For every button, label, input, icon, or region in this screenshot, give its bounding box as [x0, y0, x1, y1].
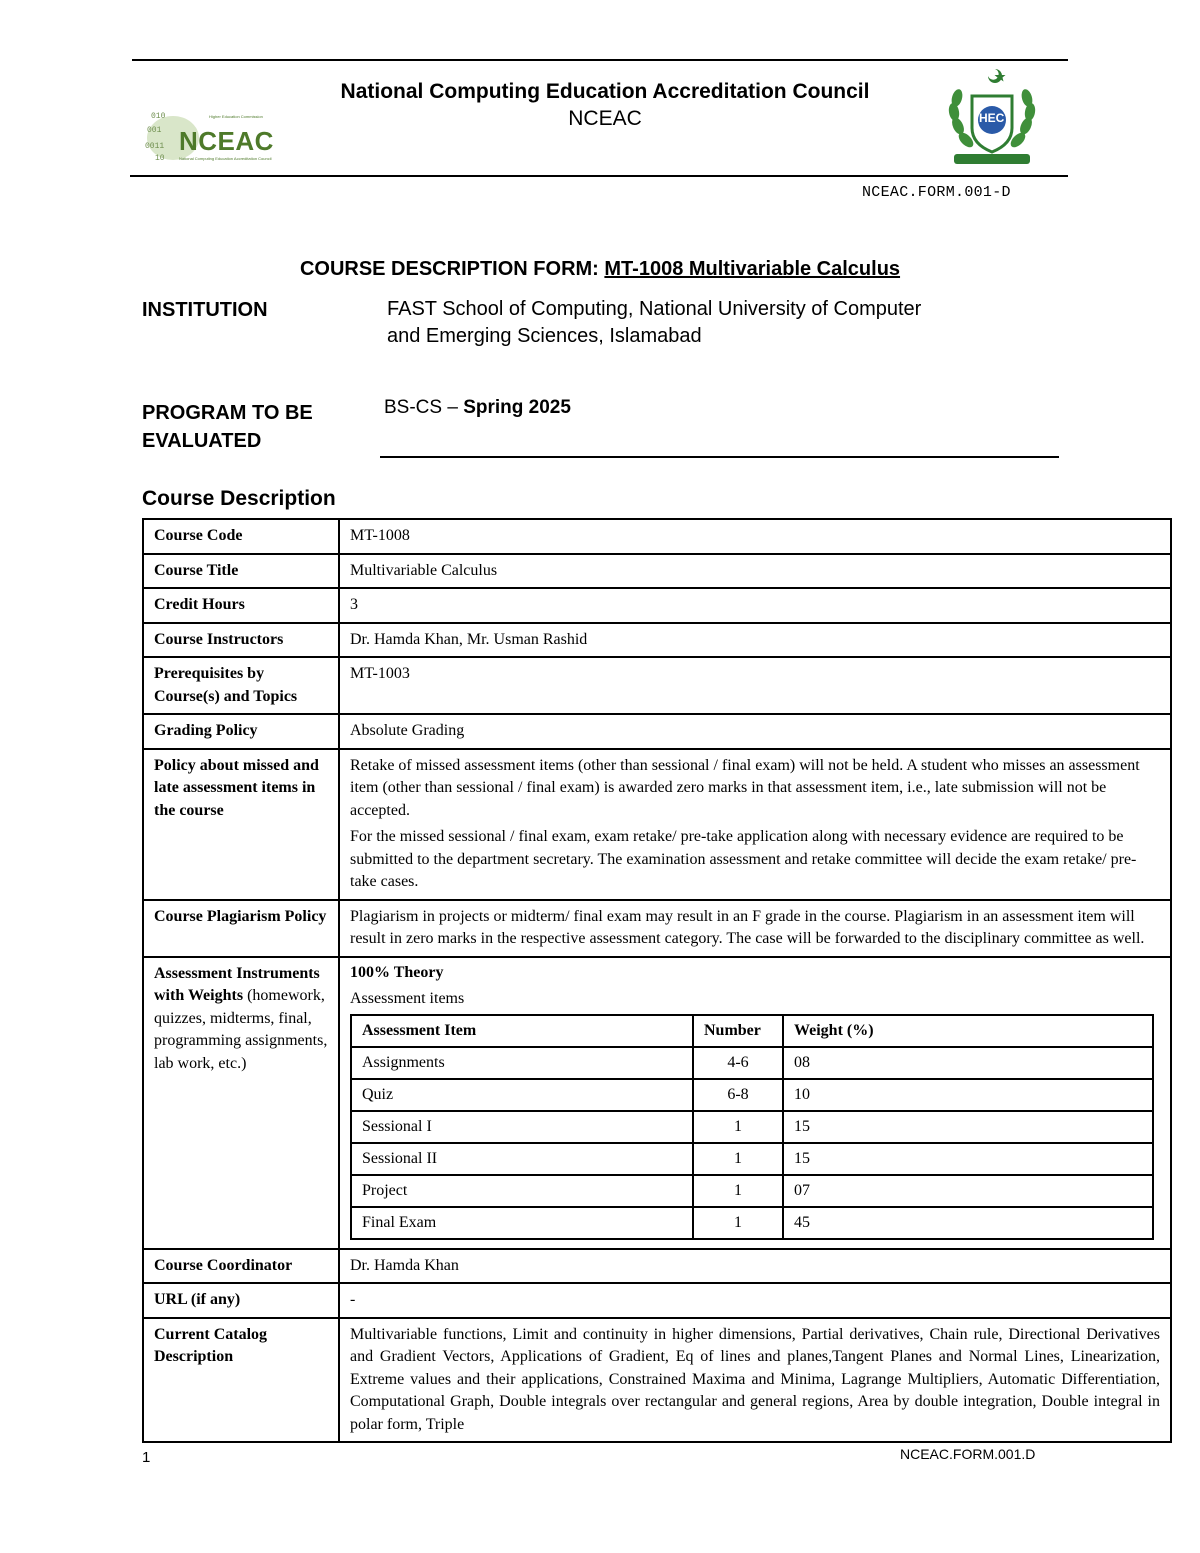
assessment-value: [339, 957, 1171, 1249]
catalog-description-value: Multivariable functions, Limit and continuity in higher dimensions, Partial derivatives, Chain rule, Directional Derivatives and Gradient Vectors, Applications of Gradient, Eq of lines and planes,Tangent Planes and Normal Lines, Linearization, Extreme values and their applications, Constrained Maxima and Minima, Lagrange Multipliers, Automatic Differentiation, Computational Graph, Double integrals over rectangular and general regions, Area by double integration, Double integral in polar form, Triple: [339, 1318, 1171, 1443]
program-label-line2: EVALUATED: [142, 430, 262, 452]
course-code-value: MT-1008: [339, 519, 1171, 554]
grading-policy-value: Absolute Grading: [339, 714, 1171, 749]
grading-policy-label: Grading Policy: [143, 714, 339, 749]
table-row: [143, 623, 1171, 658]
table-row: [143, 1249, 1171, 1284]
svg-text:001: 001: [147, 126, 162, 135]
institution-value: [387, 296, 1087, 350]
missed-policy-para-1: Retake of missed assessment items (other than sessional / final exam) will not be held. A student who misses an assessment item (other than sessional / final exam) is awarded zero marks in that assessment item, i.e., late submission will not be accepted.: [350, 756, 1140, 819]
assessment-item: Final Exam: [351, 1207, 693, 1239]
assessment-item: Sessional II: [351, 1143, 693, 1175]
plagiarism-policy-label: Course Plagiarism Policy: [143, 900, 339, 957]
assessment-weight: 15: [783, 1143, 1153, 1175]
header-bottom-rule: [130, 175, 1068, 177]
table-row: [143, 957, 1171, 1249]
catalog-description-label: Current Catalog Description: [143, 1318, 339, 1443]
table-row: [143, 657, 1171, 714]
program-label: [142, 399, 313, 455]
course-coordinator-label: Course Coordinator: [143, 1249, 339, 1284]
program-underline: [380, 456, 1059, 458]
course-instructors-value: Dr. Hamda Khan, Mr. Usman Rashid: [339, 623, 1171, 658]
table-row: [143, 519, 1171, 554]
assessment-item: Sessional I: [351, 1111, 693, 1143]
org-abbreviation: NCEAC: [568, 107, 642, 130]
program-value-term: Spring 2025: [463, 397, 571, 418]
table-row: [351, 1079, 1153, 1111]
page-number: 1: [142, 1449, 151, 1466]
assessment-number: 1: [693, 1111, 783, 1143]
table-row: [143, 1283, 1171, 1318]
nceac-logo-small-text: Higher Education Commission: [209, 114, 263, 119]
table-row: [143, 1318, 1171, 1443]
svg-text:10: 10: [155, 154, 165, 163]
assessment-number: 6-8: [693, 1079, 783, 1111]
missed-policy-value: [339, 749, 1171, 900]
plagiarism-policy-value: Plagiarism in projects or midterm/ final exam may result in an F grade in the course. Plagiarism in an assessment item will result in zero marks in the respective assessment category. The case will be forwarded to the disciplinary committee as well.: [339, 900, 1171, 957]
header-top-rule: [132, 59, 1068, 61]
course-code-label: Course Code: [143, 519, 339, 554]
hec-emblem-text: HEC: [979, 111, 1005, 125]
assessment-weight: 08: [783, 1047, 1153, 1079]
assessment-weight: 07: [783, 1175, 1153, 1207]
credit-hours-value: 3: [339, 588, 1171, 623]
table-row: [351, 1143, 1153, 1175]
institution-label: INSTITUTION: [142, 299, 268, 321]
url-value: -: [339, 1283, 1171, 1318]
form-heading-course: MT-1008 Multivariable Calculus: [604, 258, 901, 280]
prerequisites-value: MT-1003: [339, 657, 1171, 714]
institution-value-line1: FAST School of Computing, National University of Computer: [387, 298, 922, 320]
assessment-header-weight: Weight (%): [783, 1015, 1153, 1047]
table-row: [351, 1111, 1153, 1143]
assessment-item: Assignments: [351, 1047, 693, 1079]
form-heading: [0, 258, 1200, 281]
form-code-header: NCEAC.FORM.001-D: [862, 184, 1011, 201]
course-instructors-label: Course Instructors: [143, 623, 339, 658]
credit-hours-label: Credit Hours: [143, 588, 339, 623]
assessment-theory: 100% Theory: [350, 963, 444, 981]
org-title: National Computing Education Accreditation Council: [340, 80, 870, 103]
assessment-items-table: [350, 1014, 1154, 1240]
assessment-number: 1: [693, 1207, 783, 1239]
table-row: [143, 588, 1171, 623]
assessment-header-row: [351, 1015, 1153, 1047]
form-heading-prefix: COURSE DESCRIPTION FORM:: [299, 258, 605, 280]
nceac-logo: [143, 104, 303, 166]
course-title-label: Course Title: [143, 554, 339, 589]
section-title: Course Description: [142, 487, 336, 510]
svg-text:010: 010: [151, 112, 166, 121]
table-row: [143, 714, 1171, 749]
assessment-weight: 15: [783, 1111, 1153, 1143]
course-description-table: [142, 518, 1172, 1443]
prerequisites-label: Prerequisites by Course(s) and Topics: [143, 657, 339, 714]
assessment-header-number: Number: [693, 1015, 783, 1047]
assessment-number: 1: [693, 1175, 783, 1207]
assessment-label-rest: (homework, quizzes, midterms, final, programming assignments, lab work, etc.): [154, 987, 328, 1072]
assessment-items-caption: Assessment items: [350, 989, 465, 1007]
course-coordinator-value: Dr. Hamda Khan: [339, 1249, 1171, 1284]
svg-text:0011: 0011: [145, 142, 165, 151]
assessment-weight: 45: [783, 1207, 1153, 1239]
assessment-number: 4-6: [693, 1047, 783, 1079]
missed-policy-para-2: For the missed sessional / final exam, exam retake/ pre-take application along with necessary evidence are required to be submitted to the department secretary. The examination assessment and retake committee will decide the exam retake/ pre-take cases.: [350, 828, 1137, 890]
table-row: [143, 749, 1171, 900]
program-label-line1: PROGRAM TO BE: [142, 402, 313, 424]
course-title-value: Multivariable Calculus: [339, 554, 1171, 589]
assessment-label-bold: Assessment Instruments with Weights: [154, 964, 320, 1004]
missed-policy-label: Policy about missed and late assessment items in the course: [143, 749, 339, 900]
table-row: [351, 1175, 1153, 1207]
institution-value-line2: and Emerging Sciences, Islamabad: [387, 325, 702, 347]
table-row: [143, 900, 1171, 957]
nceac-logo-text: NCEAC: [179, 126, 274, 156]
assessment-number: 1: [693, 1143, 783, 1175]
program-value-prefix: BS-CS –: [384, 397, 464, 418]
url-label: URL (if any): [143, 1283, 339, 1318]
nceac-logo-sub-text: National Computing Education Accreditation Council: [179, 156, 272, 161]
assessment-label: [143, 957, 339, 1249]
form-code-footer: NCEAC.FORM.001.D: [900, 1446, 1036, 1462]
table-row: [351, 1047, 1153, 1079]
table-row: [143, 554, 1171, 589]
assessment-item: Quiz: [351, 1079, 693, 1111]
table-row: [351, 1207, 1153, 1239]
assessment-header-item: Assessment Item: [351, 1015, 693, 1047]
program-value: [384, 397, 571, 419]
hec-emblem: [944, 68, 1040, 170]
assessment-weight: 10: [783, 1079, 1153, 1111]
assessment-item: Project: [351, 1175, 693, 1207]
